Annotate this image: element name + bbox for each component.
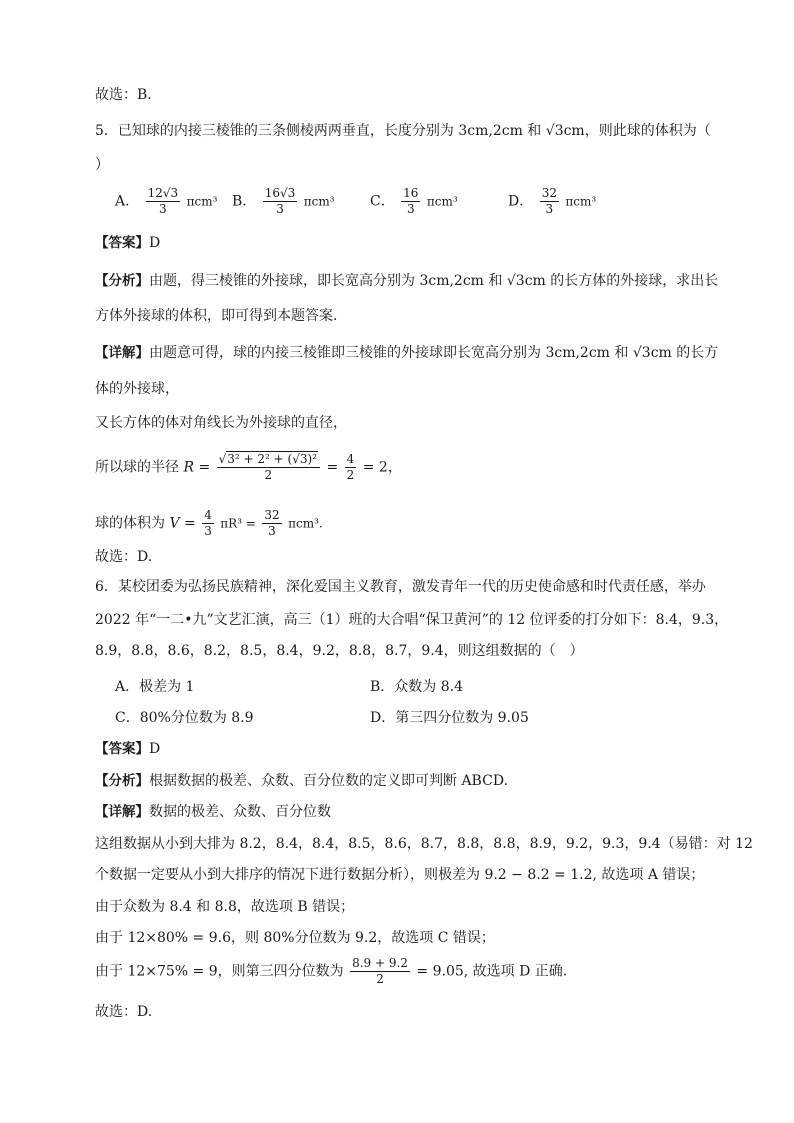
denominator: 2 <box>264 468 273 482</box>
numerator: 8.9 + 9.2 <box>352 956 408 970</box>
denominator: 2 <box>346 468 355 482</box>
question-6-final-answer: 故选：D. <box>95 1004 153 1020</box>
sqrt-symbol: √ <box>506 273 516 289</box>
answer-value: D <box>149 235 161 251</box>
formula-middle: πR³ = <box>220 516 256 531</box>
question-5-detail-line-2: 体的外接球， <box>95 381 179 397</box>
option-unit: πcm³ <box>303 194 335 209</box>
fraction <box>345 452 357 483</box>
analysis-tag: 【分析】 <box>95 273 149 289</box>
question-5-stem <box>95 122 711 140</box>
question-5-option-c <box>370 186 458 217</box>
question-6-stem-line-2: 2022 年“一二•九”文艺汇演，高三（1）班的大合唱“保卫黄河”的 12 位评委的打分如下：8.4，9.3， <box>95 612 729 628</box>
question-6-detail-line-2: 这组数据从小到大排为 8.2，8.4，8.4，8.5，8.6，8.7，8.8，8.8，8.9，9.2，9.3，9.4（易错：对 12 <box>95 836 753 852</box>
denominator: 3 <box>276 202 284 216</box>
equals-sign: = <box>326 459 339 476</box>
denominator: 3 <box>204 524 212 538</box>
detail-text: 数据的极差、众数、百分位数 <box>149 804 331 820</box>
detail-tag: 【详解】 <box>95 345 149 361</box>
numerator: 16 <box>403 186 419 200</box>
analysis-tag: 【分析】 <box>95 773 149 789</box>
option-label: A． <box>115 193 140 210</box>
question-6-option-a: A．极差为 1 <box>115 679 195 695</box>
formula-end: πcm³. <box>288 516 323 531</box>
option-label: D． <box>508 193 534 210</box>
answer-tag: 【答案】 <box>95 741 149 757</box>
question-6-option-c: C．80%分位数为 8.9 <box>115 710 254 726</box>
question-6-answer <box>95 740 160 758</box>
question-6-option-d: D．第三四分位数为 9.05 <box>370 710 529 726</box>
numerator: 32 <box>541 186 557 200</box>
numerator: 12√3 <box>147 186 179 200</box>
option-unit: πcm³ <box>186 194 218 209</box>
detail-text-2: = 9.05, 故选项 D 正确. <box>416 963 568 980</box>
fraction <box>146 186 181 217</box>
fraction <box>263 186 298 217</box>
fraction <box>401 186 420 217</box>
fraction <box>350 956 410 987</box>
question-5-analysis-line-2: 方体外接球的体积，即可得到本题答案. <box>95 308 338 324</box>
formula-lead-text: 所以球的半径 <box>95 459 179 476</box>
question-5-detail-line-3: 又长方体的体对角线长为外接球的直径， <box>95 415 347 431</box>
question-5-answer <box>95 234 160 252</box>
denominator: 3 <box>159 202 167 216</box>
numerator: √3² + 2² + (√3)² <box>217 452 320 468</box>
question-5-stem-text-2: 3cm，则此球的体积为（ <box>554 123 711 139</box>
option-label: C． <box>370 193 395 210</box>
option-unit: πcm³ <box>426 194 458 209</box>
fraction <box>217 452 320 483</box>
question-6-option-b: B．众数为 8.4 <box>370 679 464 695</box>
question-5-stem-close: ） <box>95 157 109 173</box>
question-6-detail-line-1 <box>95 803 331 821</box>
question-5-option-b <box>232 186 335 217</box>
question-6-stem-line-1: 6．某校团委为弘扬民族精神，深化爱国主义教育，激发青年一代的历史使命感和时代责任感，举办 <box>95 579 706 595</box>
analysis-text: 根据数据的极差、众数、百分位数的定义即可判断 ABCD. <box>149 773 508 789</box>
question-5-radius-formula <box>95 452 402 483</box>
denominator: 3 <box>545 202 554 216</box>
formula-lead-text: 球的体积为 <box>95 515 165 532</box>
option-unit: πcm³ <box>565 194 597 209</box>
question-5-option-a <box>115 186 217 217</box>
radicand: 3² + 2² + (√3)² <box>227 452 318 466</box>
denominator: 3 <box>268 524 276 538</box>
detail-text-2: 3cm 的长方 <box>641 345 719 361</box>
numerator: 4 <box>204 508 212 522</box>
denominator: 3 <box>406 202 415 216</box>
question-6-detail-line-5: 由于 12×80% = 9.6，则 80%分位数为 9.2，故选项 C 错误； <box>95 930 495 946</box>
question-6-detail-line-3: 个数据一定要从小到大排序的情况下进行数据分析），则极差为 9.2 − 8.2 = 1.2, 故选项 A 错误； <box>95 867 705 883</box>
numerator: 4 <box>346 452 355 466</box>
denominator: 2 <box>376 972 384 986</box>
question-5-detail-line-1 <box>95 344 718 362</box>
sqrt-symbol: √ <box>545 123 555 139</box>
volume-symbol: V = <box>169 515 196 532</box>
detail-text: 由题意可得，球的内接三棱锥即三棱锥的外接球即长宽高分别为 3cm,2cm 和 <box>149 345 629 361</box>
radius-symbol: R = <box>183 459 211 476</box>
numerator: 32 <box>264 508 280 522</box>
sqrt-symbol: √ <box>632 345 642 361</box>
detail-tag: 【详解】 <box>95 804 149 820</box>
fraction <box>262 508 281 539</box>
question-6-detail-line-4: 由于众数为 8.4 和 8.8，故选项 B 错误； <box>95 899 355 915</box>
question-5-volume-formula <box>95 508 323 539</box>
answer-tag: 【答案】 <box>95 235 149 251</box>
question-6-detail-line-6 <box>95 956 567 987</box>
question-5-analysis-line-1 <box>95 272 718 290</box>
question-5-final-answer: 故选：D. <box>95 549 153 565</box>
fraction <box>202 508 214 539</box>
fraction <box>540 186 559 217</box>
question-6-stem-line-3: 8.9，8.8，8.6，8.2，8.5，8.4，9.2，8.8，8.7，9.4，则这组数据的（ ） <box>95 643 584 659</box>
question-5-option-d <box>508 186 596 217</box>
formula-end: = 2， <box>362 459 402 476</box>
analysis-text: 由题，得三棱锥的外接球，即长宽高分别为 3cm,2cm 和 <box>149 273 503 289</box>
question-6-analysis <box>95 772 508 790</box>
numerator: 16√3 <box>264 186 296 200</box>
option-label: B． <box>232 193 257 210</box>
answer-value: D <box>149 741 161 757</box>
analysis-text-2: 3cm 的长方体的外接球，求出长 <box>515 273 719 289</box>
previous-answer-line: 故选：B. <box>95 87 152 103</box>
detail-text: 由于 12×75% = 9，则第三四分位数为 <box>95 963 344 980</box>
question-5-stem-text: 5．已知球的内接三棱锥的三条侧棱两两垂直，长度分别为 3cm,2cm 和 <box>95 123 542 139</box>
